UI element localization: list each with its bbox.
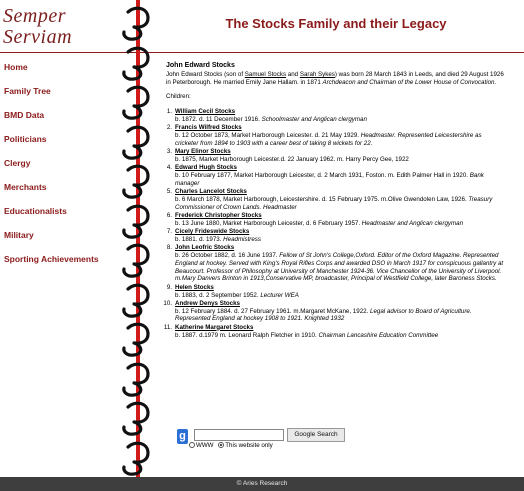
child-dates: b. 13 June 1880, Market Harborough Leicester, d. 6 February 1957. (175, 219, 362, 227)
child-dates: b. 1887. d.1979 m. Leonard Ralph Fletcher in 1910. (175, 331, 319, 339)
radio-this-site-label: This website only (225, 442, 273, 449)
binder-ring-icon (114, 42, 154, 82)
nav-clergy[interactable]: Clergy (4, 158, 31, 168)
child-number: 10. (163, 299, 172, 307)
binder-ring-icon (114, 200, 154, 240)
nav-sporting-achievements[interactable]: Sporting Achievements (4, 254, 99, 264)
person-heading: John Edward Stocks (166, 62, 235, 69)
sidebar-nav (4, 62, 114, 278)
footer (0, 477, 524, 491)
binder-spine-decoration (132, 0, 144, 477)
binder-ring-icon (114, 81, 154, 121)
child-number: 7. (166, 228, 172, 236)
child-description (175, 116, 504, 124)
nav-educationalists[interactable]: Educationalists (4, 206, 67, 216)
binder-ring-icon (114, 397, 154, 437)
children-label: Children: (166, 93, 191, 101)
children-list (163, 108, 504, 339)
binder-ring-icon (114, 358, 154, 398)
child-list-item (166, 284, 504, 300)
intro-text-2: and (286, 70, 300, 78)
child-dates: b. 12 October 1873, Market Harborough Leicester. d. 21 May 1929. (175, 132, 361, 140)
nav-family-tree[interactable]: Family Tree (4, 86, 51, 96)
site-logo[interactable] (3, 6, 72, 48)
child-name-link[interactable]: Frederick Christopher Stocks (175, 212, 262, 220)
child-name-link[interactable]: Katherine Margaret Stocks (175, 323, 254, 331)
radio-www[interactable] (189, 442, 195, 448)
binder-ring-icon (114, 239, 154, 279)
child-list-item (166, 164, 504, 187)
child-occupation: Headmistress (223, 235, 261, 243)
child-description (175, 308, 504, 324)
search-scope-options (189, 442, 273, 450)
child-list-item (166, 108, 504, 124)
google-icon: g (177, 429, 188, 444)
radio-www-label: WWW (196, 442, 214, 449)
child-number: 9. (166, 283, 172, 291)
child-name-link[interactable]: Francis Wilfred Stocks (175, 124, 242, 132)
header-divider (0, 52, 524, 53)
child-name-link[interactable]: John Leofric Stocks (175, 244, 235, 252)
child-number: 6. (166, 212, 172, 220)
child-name-link[interactable]: Charles Lancelot Stocks (175, 188, 247, 196)
child-dates: b. 10 February 1877, Market Harborough Leicester, d. 2 March 1931, Foston. m. Edith Palmer Hall in 1920. (175, 172, 470, 180)
intro-text-1: John Edward Stocks (son of (166, 70, 245, 78)
child-description (175, 332, 504, 340)
child-occupation: Chairman Lancashire Education Committee (318, 331, 439, 339)
binder-ring-icon (114, 2, 154, 42)
child-list-item (163, 323, 504, 340)
child-occupation: Legal advisor to Board of Agriculture. Represented England at hockey 1908 to 1921. Knighted 1932 (175, 307, 472, 323)
google-search-button[interactable]: Google Search (287, 428, 345, 442)
child-list-item (166, 228, 504, 244)
child-name-link[interactable]: Mary Elinor Stocks (175, 148, 231, 156)
child-occupation: Headmaster. Represented Leicestershire as cricketer from 1894 to 1903 with a career best of taking 8 wickets for 22. (175, 132, 482, 147)
child-dates: b. 12 February 1884. d. 27 February 1961. m.Margaret McKane, 1922. (175, 307, 371, 315)
intro-text-3: ) was born 28 March 1843 in Leeds, and died 29 August 1926 in Peterborough. He married Emily Jane Hallam. in 1871 (166, 70, 504, 86)
child-name-link[interactable]: Edward Hugh Stocks (175, 164, 237, 172)
nav-merchants[interactable]: Merchants (4, 182, 47, 192)
child-occupation: Bank manager (175, 172, 484, 187)
child-description (175, 252, 504, 283)
child-number: 4. (166, 164, 172, 172)
child-description (175, 132, 504, 148)
child-description (175, 236, 504, 244)
child-dates: b. 26 October 1882, d. 16 June 1937. (175, 252, 280, 260)
binder-ring-icon (114, 318, 154, 358)
child-name-link[interactable]: Andrew Denys Stocks (175, 299, 240, 307)
child-list-item (166, 244, 504, 283)
child-number: 11. (163, 323, 172, 331)
logo-line-1: Semper (3, 5, 66, 27)
child-list-item (163, 299, 504, 323)
child-occupation: Lecturer WEA (260, 291, 299, 299)
child-list-item (166, 188, 504, 211)
child-dates: b. 1883, d. 2 September 1952. (175, 291, 261, 299)
nav-military[interactable]: Military (4, 230, 34, 240)
page-title: The Stocks Family and their Legacy (225, 16, 447, 31)
google-search-form (177, 427, 377, 457)
mother-link[interactable]: Sarah Sykes (299, 70, 335, 78)
child-name-link[interactable]: William Cecil Stocks (175, 108, 236, 116)
main-content (163, 62, 504, 340)
child-description (175, 220, 504, 228)
child-description (175, 156, 504, 164)
child-dates: b. 1875, Market Harborough Leicester.d. 22 January 1962. m. Harry Percy Gee, 1922 (175, 155, 409, 163)
child-occupation: Fellow of St John's College,Oxford. Editor of the Oxford Magazine. Represented England at hockey. Served with King's Royal Rifles Corps and awarded DSO in March 1917 for conspicuous gallantry at Beaucourt. Professor of Philosophy at University of Manchester 1924-36. Vice Chancellor of the University of Liverpool. m.Mary Danvers Brinton in 1913,Conservative MP, broadcaster, Principal of Westfield College, later Baroness Stocks. (175, 252, 504, 283)
footer-copyright: © Aries Research (236, 480, 288, 487)
nav-politicians[interactable]: Politicians (4, 134, 47, 144)
child-dates: b. 6 March 1878, Market Harborough, Leicestershire. d. 15 February 1975. m.Olive Gwendolen Law, 1926. (175, 195, 469, 203)
child-list-item (166, 212, 504, 228)
radio-this-site[interactable] (218, 442, 224, 448)
child-number: 2. (166, 124, 172, 132)
child-number: 3. (166, 148, 172, 156)
binder-ring-icon (114, 279, 154, 319)
nav-bmd-data[interactable]: BMD Data (4, 110, 45, 120)
search-input[interactable] (194, 429, 284, 441)
nav-home[interactable]: Home (4, 62, 28, 72)
child-occupation: Headmaster and Anglican clergyman (361, 219, 464, 227)
child-description (175, 172, 504, 188)
child-dates: b. 1872. d. 11 December 1916. (175, 115, 262, 123)
person-intro (166, 71, 504, 87)
child-number: 8. (166, 244, 172, 252)
child-dates: b. 1881. d. 1973. (175, 235, 224, 243)
child-occupation: Treasury Commissioner of Crown Lands. Headmaster (175, 195, 493, 211)
child-description (175, 292, 504, 300)
child-occupation: Schoolmaster and Anglican clergyman (261, 115, 367, 123)
child-list-item (166, 148, 504, 164)
binder-ring-icon (114, 121, 154, 161)
father-link[interactable]: Samuel Stocks (244, 70, 287, 78)
child-name-link[interactable]: Helen Stocks (175, 283, 214, 291)
child-number: 1. (166, 108, 172, 116)
child-number: 5. (166, 188, 172, 196)
binder-ring-icon (114, 160, 154, 200)
child-description (175, 196, 504, 212)
child-list-item (166, 124, 504, 147)
intro-role: Archdeacon and Chairman of the Lower House of Convocation. (322, 78, 497, 86)
binder-ring-icon (114, 437, 154, 477)
logo-line-2: Serviam (3, 26, 73, 48)
child-name-link[interactable]: Cicely Frideswide Stocks (175, 228, 250, 236)
